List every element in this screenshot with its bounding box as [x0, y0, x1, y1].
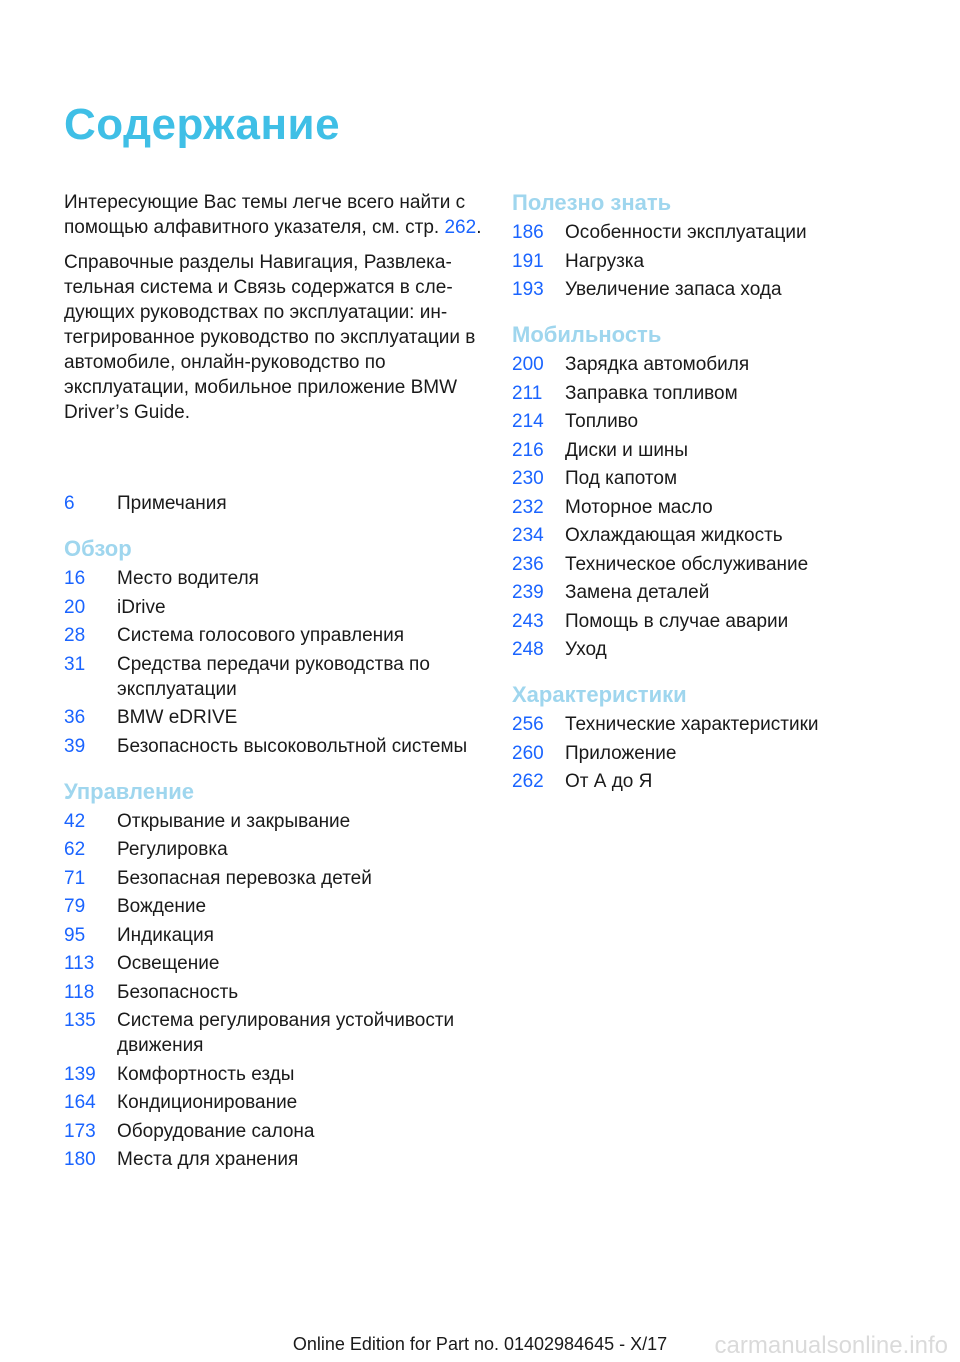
toc-entry-label: Зарядка автомобиля [565, 354, 750, 375]
toc-entry[interactable] [64, 1119, 484, 1144]
toc-page-number[interactable]: 62 [64, 839, 86, 860]
toc-section [512, 682, 912, 794]
toc-page-number[interactable]: 6 [64, 493, 75, 514]
toc-entry[interactable] [512, 466, 912, 491]
toc-section [512, 322, 912, 662]
toc-entry[interactable] [512, 580, 912, 605]
toc-page-number[interactable]: 230 [512, 468, 544, 489]
watermark: carmanualsonline.info [714, 1332, 948, 1359]
toc-entry[interactable] [64, 595, 484, 620]
toc-entry[interactable] [512, 609, 912, 634]
page-title: Содержание [64, 100, 341, 149]
toc-entry-label: Система регулирования устойчивости движения [117, 1010, 455, 1056]
toc-page-number[interactable]: 211 [512, 382, 543, 404]
toc-page-number[interactable]: 139 [64, 1063, 96, 1085]
footer-edition: Online Edition for Part no. 01402984645 - X/17 [292, 1334, 668, 1354]
toc-entry-label: Диски и шины [565, 439, 689, 461]
toc-entry-label: BMW eDRIVE [117, 707, 238, 728]
toc-entry[interactable] [64, 866, 484, 891]
toc-entry-label: Индикация [117, 924, 214, 946]
toc-entry[interactable] [512, 352, 912, 377]
toc-page-number[interactable]: 214 [512, 411, 544, 432]
toc-page-number[interactable]: 16 [64, 568, 86, 589]
right-column [512, 190, 912, 814]
toc-entry-label: Вождение [117, 896, 207, 917]
toc-entry-label: Безопасность [117, 981, 239, 1003]
toc-entry-label: Моторное масло [565, 496, 713, 518]
toc-section [64, 491, 484, 516]
toc-entry[interactable] [512, 220, 912, 245]
toc-page-number[interactable]: 232 [512, 496, 544, 518]
toc-entry-label: Охлаждающая жидкость [565, 525, 783, 546]
toc-entry-label: Оборудование салона [117, 1120, 315, 1142]
toc-entry[interactable] [64, 980, 484, 1005]
toc-page-number[interactable]: 164 [64, 1092, 96, 1113]
toc-page-number[interactable]: 243 [512, 610, 544, 632]
toc-entry-label: Безопасность высоковольтной системы [117, 735, 468, 757]
toc-page-number[interactable]: 36 [64, 707, 86, 728]
toc-page-number[interactable]: 39 [64, 735, 86, 757]
left-toc [64, 491, 484, 1172]
toc-entry-label: Помощь в случае аварии [565, 610, 789, 632]
toc-entry[interactable] [512, 277, 912, 302]
toc-entry-label: Регулировка [117, 839, 228, 860]
toc-page-number[interactable]: 71 [64, 867, 86, 889]
toc-page-number[interactable]: 135 [64, 1010, 96, 1031]
toc-entry-label: Места для хранения [117, 1149, 299, 1170]
toc-entry[interactable] [512, 712, 912, 737]
right-toc [512, 190, 912, 794]
toc-entry[interactable] [64, 1147, 484, 1172]
toc-entry-label: Техническое обслуживание [565, 553, 809, 575]
toc-page-number[interactable]: 42 [64, 810, 86, 832]
toc-entry[interactable] [512, 495, 912, 520]
toc-entry[interactable] [64, 1090, 484, 1115]
toc-entry[interactable] [512, 637, 912, 662]
toc-entry[interactable] [512, 249, 912, 274]
toc-page-number[interactable]: 186 [512, 222, 544, 243]
toc-entry-label: Заправка топливом [565, 382, 738, 404]
toc-entry-label: Технические характеристики [565, 714, 819, 735]
toc-page-number[interactable]: 216 [512, 439, 544, 461]
toc-page-number[interactable]: 260 [512, 742, 544, 764]
toc-entry-label: Освещение [117, 953, 220, 974]
toc-section [64, 779, 484, 1173]
toc-entry[interactable] [64, 837, 484, 862]
toc-page-number[interactable]: 191 [512, 250, 544, 272]
toc-entry[interactable] [64, 1008, 484, 1058]
toc-page-number[interactable]: 200 [512, 354, 544, 375]
toc-page-number[interactable]: 239 [512, 582, 544, 603]
toc-page-number[interactable]: 248 [512, 639, 544, 660]
toc-page-number[interactable]: 118 [64, 981, 95, 1003]
toc-entry[interactable] [64, 623, 484, 648]
toc-entry[interactable] [64, 951, 484, 976]
toc-entry-label: Замена деталей [565, 582, 710, 603]
toc-entry-label: Нагрузка [565, 250, 645, 272]
toc-entry[interactable] [64, 705, 484, 730]
section-heading: Мобильность [512, 322, 662, 347]
toc-entry[interactable] [64, 491, 484, 516]
toc-entry[interactable] [64, 923, 484, 948]
toc-page-number[interactable]: 173 [64, 1120, 96, 1142]
toc-entry[interactable] [64, 652, 484, 702]
toc-entry-label: Уход [565, 639, 607, 660]
toc-entry-label: Приложение [565, 742, 677, 764]
toc-page-number[interactable]: 180 [64, 1149, 96, 1170]
toc-entry[interactable] [64, 1062, 484, 1087]
toc-entry-label: Открывание и закрывание [117, 810, 351, 832]
toc-entry[interactable] [64, 566, 484, 591]
intro-paragraph-1 [64, 190, 484, 240]
intro-period: . [476, 217, 482, 238]
toc-section [512, 190, 912, 302]
toc-entry[interactable] [64, 809, 484, 834]
toc-entry[interactable] [512, 523, 912, 548]
toc-page-number[interactable]: 262 [512, 771, 544, 792]
toc-page-number[interactable]: 79 [64, 896, 86, 917]
toc-entry-label: Увеличение запаса хода [565, 279, 782, 300]
toc-page-number[interactable]: 256 [512, 714, 544, 735]
toc-section [64, 536, 484, 759]
toc-page-number[interactable]: 236 [512, 553, 544, 575]
toc-page-number[interactable]: 234 [512, 525, 544, 546]
toc-entry[interactable] [64, 894, 484, 919]
toc-entry-label: Под капотом [565, 468, 678, 489]
toc-page-number[interactable]: 95 [64, 924, 86, 946]
section-heading: Полезно знать [512, 190, 672, 215]
toc-entry-label: Примечания [117, 493, 227, 514]
toc-entry[interactable] [512, 552, 912, 577]
section-heading: Управление [64, 778, 195, 804]
toc-entry-label: Комфортность езды [117, 1063, 295, 1085]
toc-entry[interactable] [512, 381, 912, 406]
intro-paragraph-2: Справочные разделы Навигация, Развлекательная система и Связь содержатся в следующих руководствах по эксплуатации: интегрированное руководство по эксплуатации в автомобиле, онлайн-руководство по эксплуатации, мобильное приложение BMW Driver’s Guide. [64, 252, 476, 423]
toc-entry-label: Топливо [565, 411, 639, 432]
toc-entry[interactable] [512, 438, 912, 463]
toc-page-number[interactable]: 113 [64, 953, 95, 974]
section-heading: Характеристики [512, 682, 687, 707]
index-page-link[interactable]: 262 [444, 217, 477, 238]
toc-entry[interactable] [512, 741, 912, 766]
intro-text: Интересующие Вас темы легче всего найти с помощью алфавитного указателя, см. стр. [64, 192, 466, 238]
toc-entry[interactable] [512, 409, 912, 434]
toc-entry-label: Средства передачи руководства по эксплуатации [117, 653, 430, 700]
toc-entry-label: Кондиционирование [117, 1092, 298, 1113]
toc-page-number[interactable]: 193 [512, 279, 544, 300]
toc-page-number[interactable]: 31 [64, 653, 86, 675]
toc-entry-label: Система голосового управления [117, 625, 405, 646]
toc-entry[interactable] [64, 734, 484, 759]
toc-page-number[interactable]: 20 [64, 596, 86, 618]
toc-entry-label: iDrive [117, 596, 166, 618]
toc-entry[interactable] [512, 769, 912, 794]
toc-entry-label: Безопасная перевозка детей [117, 867, 372, 889]
toc-entry-label: От А до Я [565, 771, 653, 792]
toc-entry-label: Особенности эксплуатации [565, 222, 807, 243]
section-heading: Обзор [64, 536, 132, 561]
toc-page-number[interactable]: 28 [64, 625, 86, 646]
toc-entry-label: Место водителя [117, 568, 259, 589]
left-column [64, 190, 484, 1192]
